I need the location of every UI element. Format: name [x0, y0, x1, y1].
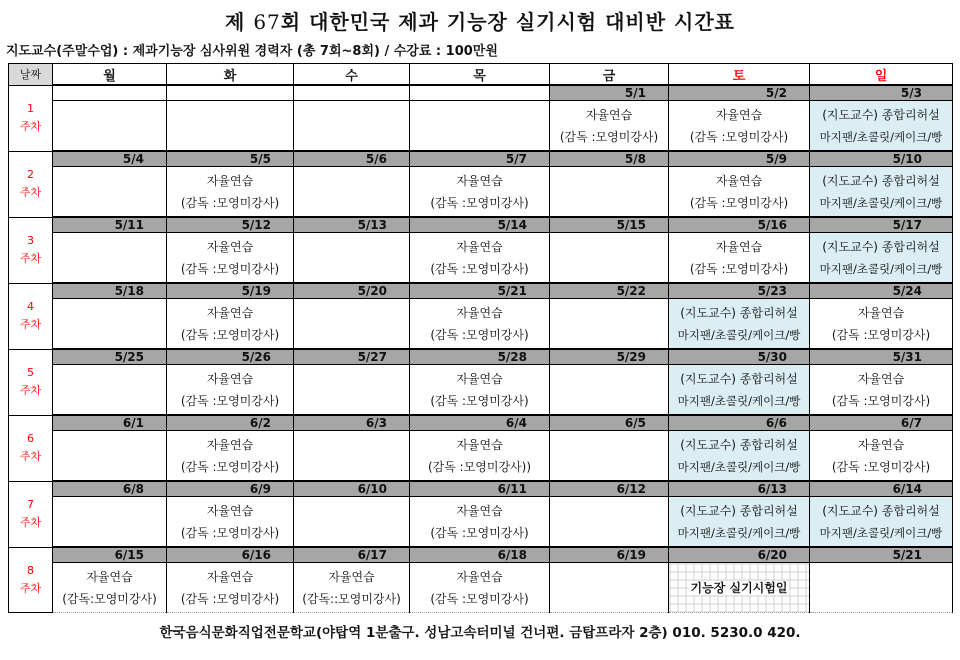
- date-cell: 5/7: [410, 151, 550, 167]
- exam-day-cell: [669, 563, 810, 613]
- exam-day-label: 기능장 실기시험일: [690, 580, 788, 595]
- date-cell: [167, 85, 294, 101]
- self-practice-cell: [167, 299, 294, 350]
- empty-cell: [53, 233, 167, 284]
- week-number: 7: [27, 498, 34, 511]
- date-cell: 6/14: [810, 481, 953, 497]
- date-cell: 5/10: [810, 151, 953, 167]
- session-detail: (감독 :모영미강사): [180, 459, 280, 474]
- session-detail: (감독:모영미강사): [62, 591, 157, 606]
- self-practice-cell: [410, 233, 550, 284]
- session-detail: (감독 :모영미강사): [430, 327, 529, 342]
- rehearsal-session-cell: [810, 497, 953, 548]
- session-detail: (감독 :모영미강사): [180, 393, 280, 408]
- session-title: 자율연습: [86, 569, 133, 584]
- date-cell: 5/4: [53, 151, 167, 167]
- self-practice-cell: [410, 299, 550, 350]
- session-title: 자율연습: [328, 569, 375, 584]
- date-cell: 5/16: [669, 217, 810, 233]
- self-practice-cell: [53, 563, 167, 613]
- week-activity-row: [9, 431, 953, 482]
- date-cell: [294, 85, 410, 101]
- date-cell: 5/15: [550, 217, 669, 233]
- week-suffix: 주차: [19, 318, 42, 331]
- week-activity-row: [9, 497, 953, 548]
- session-title: 자율연습: [206, 239, 254, 254]
- session-detail: 마지팬/초콜릿/케이크/빵: [677, 459, 801, 474]
- session-detail: (감독 :모영미강사): [430, 393, 529, 408]
- date-cell: 6/13: [669, 481, 810, 497]
- date-cell: 5/20: [294, 283, 410, 299]
- self-practice-cell: [669, 167, 810, 218]
- session-title: (지도교수) 종합리허설: [822, 173, 940, 188]
- empty-cell: [167, 101, 294, 152]
- date-cell: 5/27: [294, 349, 410, 365]
- empty-cell: [550, 299, 669, 350]
- date-cell: 5/29: [550, 349, 669, 365]
- session-detail: 마지팬/초콜릿/케이크/빵: [819, 261, 943, 276]
- day-header-row: [9, 64, 953, 86]
- week-suffix: 주차: [19, 581, 42, 595]
- week-activity-row: [9, 563, 953, 613]
- date-cell: 5/25: [53, 349, 167, 365]
- empty-cell: [294, 233, 410, 284]
- date-cell: 6/5: [550, 415, 669, 431]
- schedule-table: [8, 63, 953, 613]
- empty-cell: [410, 101, 550, 152]
- date-cell: 6/4: [410, 415, 550, 431]
- rehearsal-session-cell: [669, 431, 810, 482]
- empty-cell: [53, 299, 167, 350]
- self-practice-cell: [410, 167, 550, 218]
- session-detail: 마지팬/초콜릿/케이크/빵: [819, 525, 943, 540]
- session-title: 자율연습: [715, 173, 763, 188]
- date-cell: 5/24: [810, 283, 953, 299]
- self-practice-cell: [669, 101, 810, 152]
- self-practice-cell: [810, 431, 953, 482]
- session-title: 자율연습: [456, 371, 503, 386]
- week-date-row: [9, 151, 953, 167]
- date-cell: 5/18: [53, 283, 167, 299]
- empty-cell: [294, 431, 410, 482]
- week-number: 4: [27, 300, 34, 313]
- week-suffix: 주차: [19, 186, 42, 199]
- rehearsal-session-cell: [810, 101, 953, 152]
- empty-cell: [53, 101, 167, 152]
- session-detail: (감독 :모영미강사): [831, 327, 931, 342]
- date-cell: 5/5: [167, 151, 294, 167]
- week-number: 5: [27, 366, 34, 379]
- session-title: 자율연습: [206, 305, 254, 320]
- week-label: [9, 349, 53, 415]
- title-rest: 회 대한민국 제과 기능장 실기시험 대비반 시간표: [280, 10, 735, 34]
- date-cell: 5/22: [550, 283, 669, 299]
- session-detail: (감독 :모영미강사): [430, 591, 529, 606]
- session-detail: 마지팬/초콜릿/케이크/빵: [677, 327, 801, 342]
- session-detail: (감독 :모영미강사): [430, 261, 529, 276]
- date-cell: 5/8: [550, 151, 669, 167]
- week-label: [9, 151, 53, 217]
- date-cell: 5/11: [53, 217, 167, 233]
- week-label: [9, 415, 53, 481]
- date-cell: 6/9: [167, 481, 294, 497]
- session-detail: (감독 :모영미강사): [180, 261, 280, 276]
- date-cell: 5/30: [669, 349, 810, 365]
- school-contact-footer: 한국음식문화직업전문학교(야탑역 1분출구. 성남고속터미널 건너편. 금탑프라자 2층) 010. 5230.0 420.: [159, 625, 801, 641]
- session-title: (지도교수) 종합리허설: [680, 503, 798, 518]
- week-suffix: 주차: [19, 120, 42, 133]
- session-title: (지도교수) 종합리허설: [822, 239, 940, 254]
- date-cell: 6/7: [810, 415, 953, 431]
- self-practice-cell: [410, 431, 550, 482]
- self-practice-cell: [167, 497, 294, 548]
- session-title: 자율연습: [715, 107, 763, 122]
- date-cell: 5/9: [669, 151, 810, 167]
- session-detail: (감독 :모영미강사): [689, 195, 789, 210]
- session-title: (지도교수) 종합리허설: [680, 371, 798, 386]
- date-cell: [53, 85, 167, 101]
- date-cell: 6/18: [410, 547, 550, 563]
- session-title: 자율연습: [456, 437, 503, 452]
- week-date-row: [9, 349, 953, 365]
- self-practice-cell: [167, 233, 294, 284]
- date-cell: 6/12: [550, 481, 669, 497]
- session-detail: (감독::모영미강사): [302, 591, 401, 606]
- title-number: 67: [253, 10, 281, 34]
- self-practice-cell: [167, 365, 294, 416]
- week-date-row: [9, 217, 953, 233]
- week-activity-row: [9, 167, 953, 218]
- self-practice-cell: [810, 299, 953, 350]
- day-header-mon: 월: [53, 64, 167, 86]
- session-title: 자율연습: [206, 503, 254, 518]
- self-practice-cell: [410, 563, 550, 613]
- week-activity-row: [9, 365, 953, 416]
- rehearsal-session-cell: [669, 299, 810, 350]
- session-detail: 마지팬/초콜릿/케이크/빵: [819, 129, 943, 144]
- date-cell: 6/19: [550, 547, 669, 563]
- self-practice-cell: [167, 167, 294, 218]
- empty-cell: [810, 563, 953, 613]
- date-cell: 5/3: [810, 85, 953, 101]
- empty-cell: [53, 167, 167, 218]
- day-header-sat: 토: [669, 64, 810, 86]
- empty-cell: [550, 563, 669, 613]
- session-title: 자율연습: [206, 371, 254, 386]
- date-cell: 6/2: [167, 415, 294, 431]
- day-header-fri: 금: [550, 64, 669, 86]
- date-cell: 6/6: [669, 415, 810, 431]
- date-cell: 6/16: [167, 547, 294, 563]
- session-detail: (감독 :모영미강사): [180, 525, 280, 540]
- rehearsal-session-cell: [669, 497, 810, 548]
- title-prefix: 제: [225, 10, 246, 34]
- session-title: 자율연습: [857, 437, 905, 452]
- day-header-sun: 일: [810, 64, 953, 86]
- rehearsal-session-cell: [810, 167, 953, 218]
- date-cell: 5/12: [167, 217, 294, 233]
- empty-cell: [550, 365, 669, 416]
- empty-cell: [294, 101, 410, 152]
- session-title: 자율연습: [857, 305, 905, 320]
- empty-cell: [294, 299, 410, 350]
- date-cell: 5/28: [410, 349, 550, 365]
- week-suffix: 주차: [19, 516, 42, 529]
- empty-cell: [53, 431, 167, 482]
- self-practice-cell: [550, 101, 669, 152]
- session-title: (지도교수) 종합리허설: [822, 107, 940, 122]
- session-title: 자율연습: [456, 503, 503, 518]
- date-cell: 5/2: [669, 85, 810, 101]
- date-cell: 5/1: [550, 85, 669, 101]
- week-date-row: [9, 85, 953, 101]
- session-title: 자율연습: [456, 305, 503, 320]
- week-date-row: [9, 283, 953, 299]
- empty-cell: [294, 497, 410, 548]
- session-title: 자율연습: [206, 569, 254, 584]
- week-activity-row: [9, 101, 953, 152]
- empty-cell: [550, 497, 669, 548]
- week-suffix: 주차: [19, 450, 42, 463]
- session-detail: (감독 :모영미강사): [689, 261, 789, 276]
- rehearsal-session-cell: [810, 233, 953, 284]
- empty-cell: [53, 497, 167, 548]
- session-title: 자율연습: [585, 107, 633, 122]
- week-label: [9, 481, 53, 547]
- session-detail: (감독 :모영미강사): [559, 129, 659, 144]
- date-cell: 5/14: [410, 217, 550, 233]
- week-date-row: [9, 481, 953, 497]
- date-cell: 6/17: [294, 547, 410, 563]
- session-detail: (감독 :모영미강사): [831, 393, 931, 408]
- session-detail: 마지팬/초콜릿/케이크/빵: [819, 195, 943, 210]
- session-title: 자율연습: [715, 239, 763, 254]
- session-detail: (감독 :모영미강사): [180, 591, 280, 606]
- self-practice-cell: [810, 365, 953, 416]
- day-header-wed: 수: [294, 64, 410, 86]
- date-cell: 5/19: [167, 283, 294, 299]
- date-cell: 5/21: [810, 547, 953, 563]
- date-cell: 6/8: [53, 481, 167, 497]
- session-detail: 마지팬/초콜릿/케이크/빵: [677, 525, 801, 540]
- date-cell: 6/3: [294, 415, 410, 431]
- self-practice-cell: [294, 563, 410, 613]
- session-title: 자율연습: [456, 173, 503, 188]
- empty-cell: [550, 167, 669, 218]
- date-cell: 5/13: [294, 217, 410, 233]
- week-activity-row: [9, 299, 953, 350]
- date-cell: [410, 85, 550, 101]
- empty-cell: [53, 365, 167, 416]
- session-title: (지도교수) 종합리허설: [680, 437, 798, 452]
- session-detail: (감독 :모영미강사): [430, 195, 529, 210]
- week-label: [9, 85, 53, 151]
- date-cell: 6/11: [410, 481, 550, 497]
- session-detail: (감독 :모영미강사): [180, 327, 280, 342]
- self-practice-cell: [669, 233, 810, 284]
- date-cell: 6/15: [53, 547, 167, 563]
- date-cell: 5/31: [810, 349, 953, 365]
- session-title: (지도교수) 종합리허설: [822, 503, 940, 518]
- instructor-fee-info: 지도교수(주말수업) : 제과기능장 심사위원 경력자 (총 7회~8회) / 수강료 : 100만원: [6, 44, 498, 59]
- day-header-thu: 목: [410, 64, 550, 86]
- session-title: 자율연습: [206, 173, 254, 188]
- empty-cell: [550, 431, 669, 482]
- week-label: [9, 547, 53, 613]
- week-suffix: 주차: [19, 252, 42, 265]
- date-cell: 5/17: [810, 217, 953, 233]
- week-label: [9, 217, 53, 283]
- day-header-tue: 화: [167, 64, 294, 86]
- session-detail: (감독 :모영미강사): [180, 195, 280, 210]
- rehearsal-session-cell: [669, 365, 810, 416]
- self-practice-cell: [410, 497, 550, 548]
- schedule-body: [9, 85, 953, 613]
- empty-cell: [294, 365, 410, 416]
- page-title: [0, 6, 960, 35]
- session-detail: 마지팬/초콜릿/케이크/빵: [677, 393, 801, 408]
- empty-cell: [550, 233, 669, 284]
- week-label: [9, 283, 53, 349]
- week-number: 6: [27, 432, 34, 445]
- session-detail: (감독 :모영미강사): [430, 525, 529, 540]
- week-date-row: [9, 415, 953, 431]
- session-title: 자율연습: [456, 239, 503, 254]
- date-cell: 5/6: [294, 151, 410, 167]
- date-cell: 6/1: [53, 415, 167, 431]
- date-cell: 5/23: [669, 283, 810, 299]
- self-practice-cell: [167, 431, 294, 482]
- session-title: 자율연습: [206, 437, 254, 452]
- date-cell: 5/26: [167, 349, 294, 365]
- session-detail: (감독 :모영미강사)): [427, 459, 532, 474]
- empty-cell: [294, 167, 410, 218]
- week-number: 2: [27, 168, 34, 181]
- week-activity-row: [9, 233, 953, 284]
- session-detail: (감독 :모영미강사): [689, 129, 789, 144]
- session-title: 자율연습: [857, 371, 905, 386]
- date-cell: 5/21: [410, 283, 550, 299]
- session-detail: (감독 :모영미강사): [831, 459, 931, 474]
- self-practice-cell: [410, 365, 550, 416]
- date-cell: 6/10: [294, 481, 410, 497]
- date-cell: 6/20: [669, 547, 810, 563]
- self-practice-cell: [167, 563, 294, 613]
- week-number: 8: [27, 563, 34, 577]
- session-title: 자율연습: [456, 569, 503, 584]
- date-column-header: 날짜: [9, 64, 53, 86]
- session-title: (지도교수) 종합리허설: [680, 305, 798, 320]
- week-suffix: 주차: [19, 384, 42, 397]
- week-date-row: [9, 547, 953, 563]
- week-number: 1: [27, 102, 34, 115]
- week-number: 3: [27, 234, 34, 247]
